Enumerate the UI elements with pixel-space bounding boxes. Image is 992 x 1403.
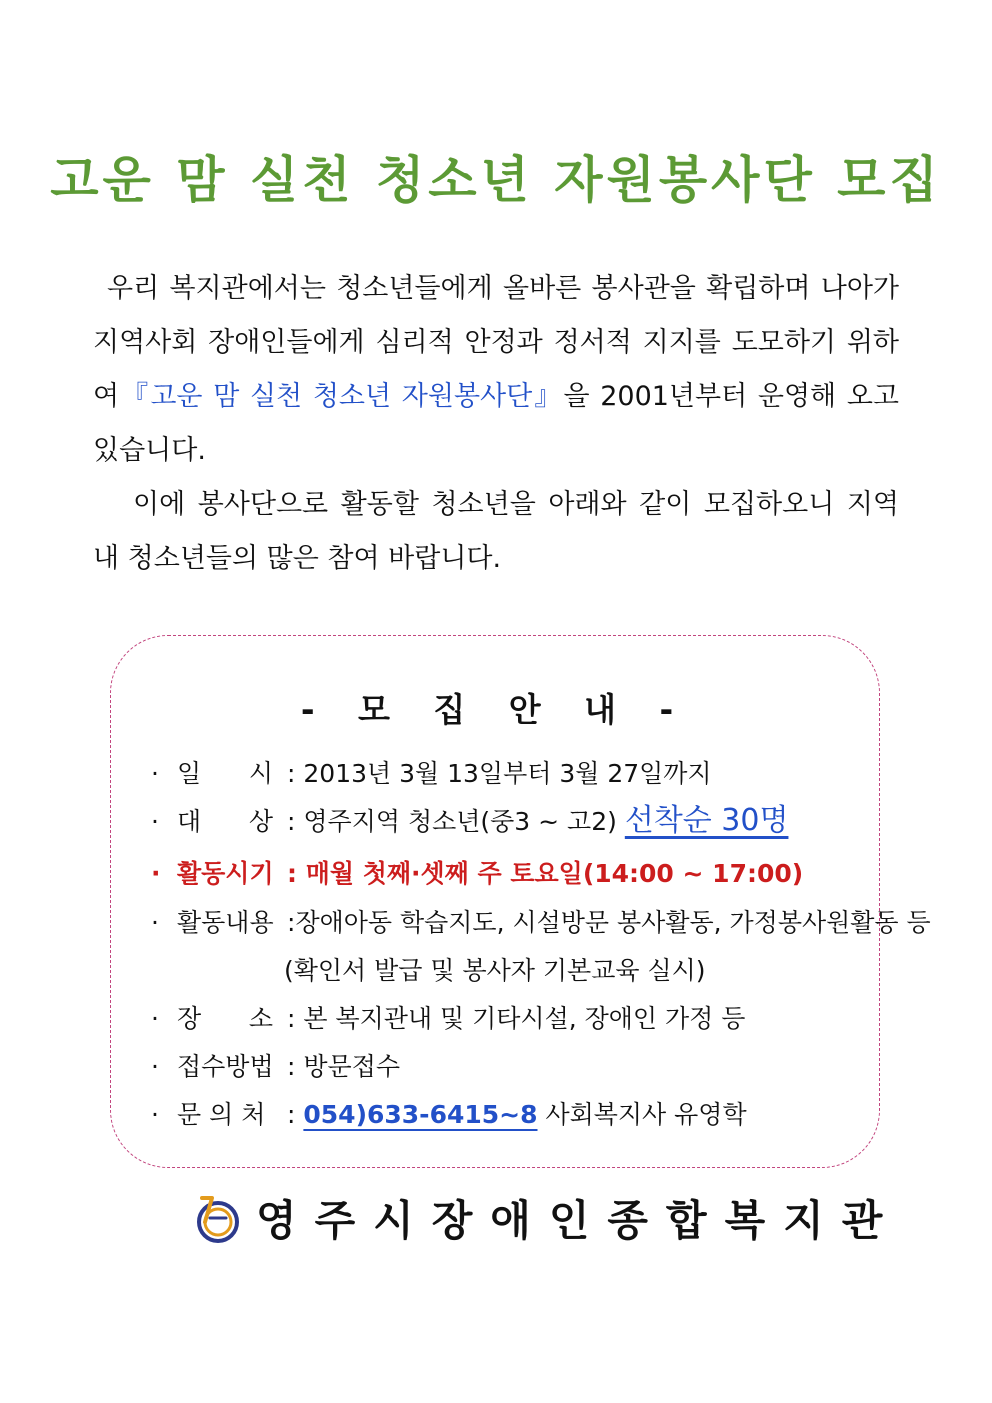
- first-come-badge: 선착순 30명: [624, 803, 789, 838]
- guide-row-period: [151, 854, 803, 894]
- guide-row-date: [151, 754, 712, 794]
- guide-row-content: [151, 903, 931, 943]
- intro-text-after: 을 2001년부터 운영해 오고 있습니다.: [93, 381, 899, 466]
- target-value: 영주지역 청소년(중3 ~ 고2): [303, 807, 617, 836]
- guide-row-place: [151, 999, 745, 1039]
- contact-person: 사회복지사 유영학: [545, 1100, 747, 1129]
- contact-label: 문 의 처: [177, 1100, 266, 1129]
- guide-row-apply: [151, 1047, 400, 1087]
- period-value: 매월 첫째·셋째 주 토요일(14:00 ~ 17:00): [305, 859, 804, 888]
- colon: :: [287, 807, 296, 836]
- colon: :: [287, 1052, 296, 1081]
- colon: :: [287, 759, 296, 788]
- bullet: ·: [151, 1052, 159, 1081]
- colon: :: [287, 1100, 296, 1129]
- guide-row-contact: [151, 1095, 747, 1135]
- bullet: ·: [151, 1004, 159, 1033]
- organization-name: 영주시장애인종합복지관: [256, 1196, 901, 1245]
- bullet: ·: [151, 807, 159, 836]
- recruitment-guide-box: [110, 635, 931, 1168]
- content-note: (확인서 발급 및 봉사자 기본교육 실시): [284, 956, 706, 985]
- footer: [188, 1188, 900, 1248]
- period-label: 활동시기: [177, 859, 274, 888]
- intro-text: [93, 262, 899, 586]
- bullet: ·: [151, 908, 159, 937]
- target-label: 대 상: [177, 807, 273, 836]
- guide-title: - 모 집 안 내 -: [300, 690, 690, 729]
- page-title: 고운 맘 실천 청소년 자원봉사단 모집: [50, 151, 942, 209]
- colon: :: [287, 1004, 296, 1033]
- colon: :: [287, 859, 297, 888]
- bullet: ·: [151, 1100, 159, 1129]
- place-value: 본 복지관내 및 기타시설, 장애인 가정 등: [303, 1004, 746, 1033]
- contact-phone[interactable]: 054)633-6415~8: [303, 1100, 538, 1129]
- apply-label: 접수방법: [177, 1052, 274, 1081]
- colon: :: [287, 908, 296, 937]
- guide-row-target: [151, 801, 788, 841]
- intro-paragraph-2: 이에 봉사단으로 활동할 청소년을 아래와 같이 모집하오니 지역 내 청소년들의 많은 참여 바랍니다.: [93, 489, 899, 574]
- welfare-center-logo-icon: [188, 1192, 240, 1244]
- bullet: ·: [151, 859, 161, 888]
- intro-paragraph-1: [93, 262, 899, 478]
- content-value: 장애아동 학습지도, 시설방문 봉사활동, 가정봉사원활동 등: [295, 908, 931, 937]
- intro-program-name: 『고운 맘 실천 청소년 자원봉사단』: [119, 381, 564, 412]
- place-label: 장 소: [177, 1004, 273, 1033]
- date-label: 일 시: [177, 759, 273, 788]
- date-value: 2013년 3월 13일부터 3월 27일까지: [303, 759, 712, 788]
- guide-row-content-note: [284, 951, 706, 991]
- intro-text-before: 우리 복지관에서는 청소년들에게 올바른 봉사관을 확립하며 나아가 지역사회 장애인들에게 심리적 안정과 정서적 지지를 도모하기 위하여: [93, 273, 899, 412]
- content-label: 활동내용: [177, 908, 274, 937]
- bullet: ·: [151, 759, 159, 788]
- apply-value: 방문접수: [303, 1052, 400, 1081]
